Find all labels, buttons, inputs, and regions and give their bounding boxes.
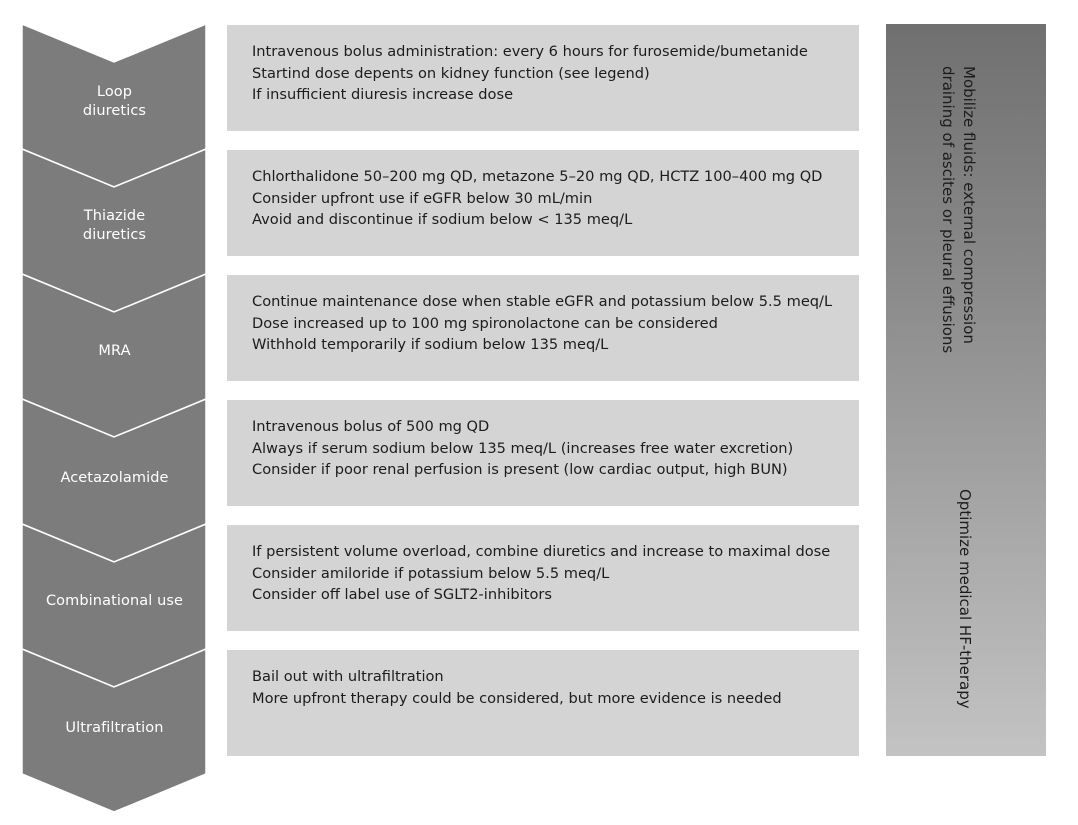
step-box	[227, 525, 859, 631]
step-text-line: Bail out with ultrafiltration	[252, 668, 444, 685]
step-text-line: Consider off label use of SGLT2-inhibitors	[252, 586, 552, 603]
stage-label	[22, 207, 207, 245]
step-text-line: Consider if poor renal perfusion is present (low cardiac output, high BUN)	[252, 461, 788, 478]
step-text-line: Intravenous bolus administration: every 6 hours for furosemide/bumetanide	[252, 43, 808, 60]
step-text-line: Consider upfront use if eGFR below 30 mL/min	[252, 189, 593, 207]
stage-label-line: Combinational use	[45, 593, 184, 609]
step-text-line: Consider amiloride if potassium below 5.5 meq/L	[252, 564, 610, 582]
step-box	[227, 650, 859, 756]
step-text-line: If persistent volume overload, combine diuretics and increase to maximal dose	[252, 543, 831, 560]
step-text-line: More upfront therapy could be considered, but more evidence is needed	[252, 689, 782, 707]
step-text-line: Always if serum sodium below 135 meq/L (increases free water excretion)	[252, 439, 794, 457]
mobilize-fluids-line-2: draining of ascites or pleural effusions	[939, 66, 957, 354]
stage-label-line: Thiazide	[83, 208, 146, 224]
step-text-line: Continue maintenance dose when stable eGFR and potassium below 5.5 meq/L	[252, 293, 833, 310]
stage-label	[22, 83, 207, 121]
step-box	[227, 275, 859, 381]
step-box	[227, 150, 859, 256]
step-text-line: Startind dose depents on kidney function (see legend)	[252, 64, 650, 82]
stage-label-line: Ultrafiltration	[65, 720, 164, 736]
mobilize-fluids-text	[937, 66, 979, 353]
stage-chevron-column	[0, 0, 220, 825]
step-text-line: Withhold temporarily if sodium below 135 meq/L	[252, 336, 609, 353]
optimize-therapy-text	[954, 489, 975, 709]
step-text-line: Chlorthalidone 50–200 mg QD, metazone 5–20 mg QD, HCTZ 100–400 mg QD	[252, 168, 823, 185]
stage-label	[22, 469, 207, 488]
step-text-line: Avoid and discontinue if sodium below < 135 meq/L	[252, 211, 633, 228]
step-text-line: If insufficient diuresis increase dose	[252, 86, 514, 103]
step-text-line: Dose increased up to 100 mg spironolactone can be considered	[252, 314, 718, 332]
step-box	[227, 25, 859, 131]
stage-label-line: Acetazolamide	[60, 470, 169, 486]
stage-label-line: Loop	[96, 84, 133, 100]
stage-label-line: diuretics	[82, 227, 147, 243]
mobilize-fluids-line-1: Mobilize fluids: external compression	[960, 66, 978, 344]
step-box	[227, 400, 859, 506]
optimize-therapy-line: Optimize medical HF-therapy	[956, 489, 974, 709]
stage-label-line: diuretics	[82, 103, 147, 119]
stage-label	[22, 719, 207, 738]
step-text-line: Intravenous bolus of 500 mg QD	[252, 418, 490, 435]
stage-label	[22, 342, 207, 361]
stage-label-line: MRA	[98, 343, 131, 359]
stage-label	[22, 592, 207, 611]
